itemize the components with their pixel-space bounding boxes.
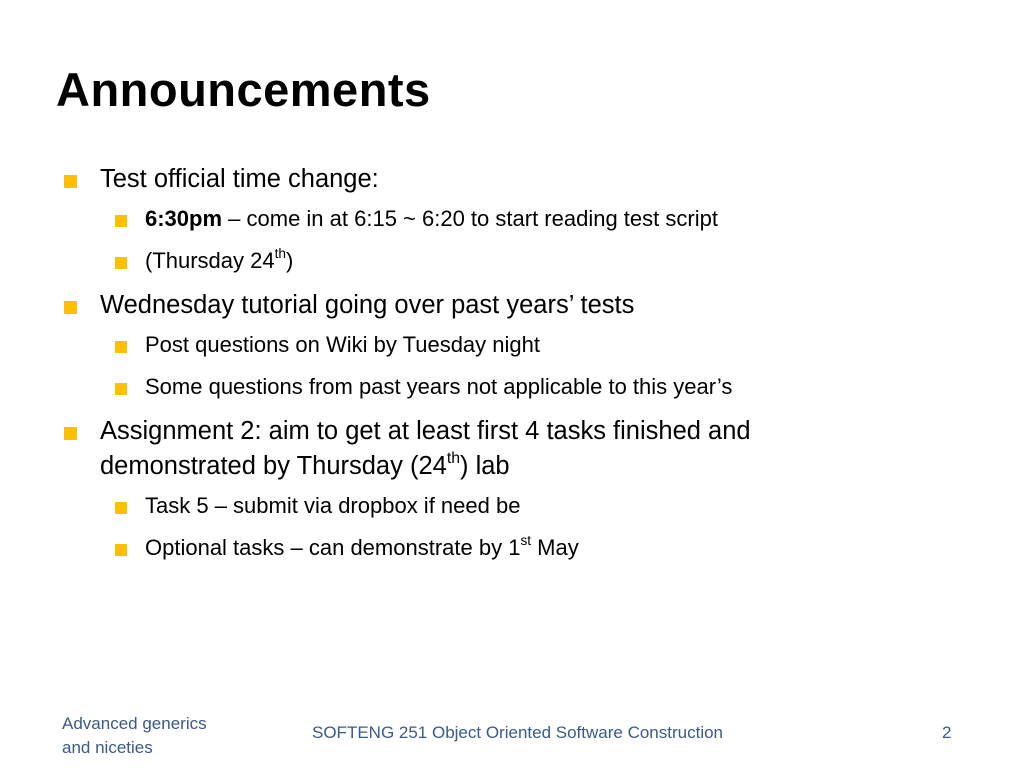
sub-bullet-item-past-years — [62, 372, 862, 402]
slide-body — [62, 162, 862, 575]
footer-topic-line-2: and niceties — [62, 738, 153, 757]
square-bullet-icon — [115, 383, 127, 395]
slide-title: Announcements — [56, 63, 431, 116]
sub-bullet-text-end: ) — [286, 248, 294, 273]
footer-topic — [62, 712, 262, 760]
bullet-item-test-time-change — [62, 162, 862, 197]
bullet-item-wednesday-tutorial — [62, 288, 862, 323]
ordinal-suffix: st — [520, 532, 532, 548]
square-bullet-icon — [64, 427, 77, 440]
square-bullet-icon — [115, 502, 127, 514]
sub-bullet-text-end: May — [531, 535, 579, 560]
ordinal-suffix: th — [274, 245, 286, 261]
square-bullet-icon — [115, 341, 127, 353]
bold-time-text: 6:30pm — [145, 206, 223, 231]
square-bullet-icon — [115, 215, 127, 227]
sub-bullet-text: – come in at 6:15 ~ 6:20 to start reading test script — [222, 206, 718, 231]
ordinal-suffix: th — [446, 449, 460, 467]
sub-bullet-text: (Thursday 24 — [145, 248, 275, 273]
sub-bullet-item-task-5 — [62, 491, 862, 521]
bullet-text-end: ) lab — [460, 452, 510, 480]
sub-bullet-item-wiki — [62, 330, 862, 360]
sub-bullet-text: Optional tasks – can demonstrate by 1 — [145, 535, 521, 560]
footer-course-title: SOFTENG 251 Object Oriented Software Construction — [312, 723, 724, 742]
square-bullet-icon — [64, 301, 77, 314]
bullet-text: Assignment 2: aim to get at least first 4 tasks finished and demonstrated by Thursday (24 — [100, 417, 751, 480]
sub-bullet-text: Task 5 – submit via dropbox if need be — [145, 493, 521, 518]
sub-bullet-text: Some questions from past years not applicable to this year’s — [145, 374, 733, 399]
sub-bullet-text: Post questions on Wiki by Tuesday night — [145, 332, 540, 357]
sub-bullet-item-time — [62, 204, 862, 234]
bullet-text: Wednesday tutorial going over past years’ tests — [100, 291, 635, 319]
bullet-text: Test official time change: — [100, 165, 379, 193]
square-bullet-icon — [115, 257, 127, 269]
sub-bullet-item-optional-tasks — [62, 533, 862, 563]
square-bullet-icon — [64, 175, 77, 188]
sub-bullet-item-date — [62, 246, 862, 276]
page-number: 2 — [942, 723, 952, 742]
square-bullet-icon — [115, 544, 127, 556]
footer-topic-line-1: Advanced generics — [62, 714, 207, 733]
bullet-item-assignment-2 — [62, 414, 862, 484]
